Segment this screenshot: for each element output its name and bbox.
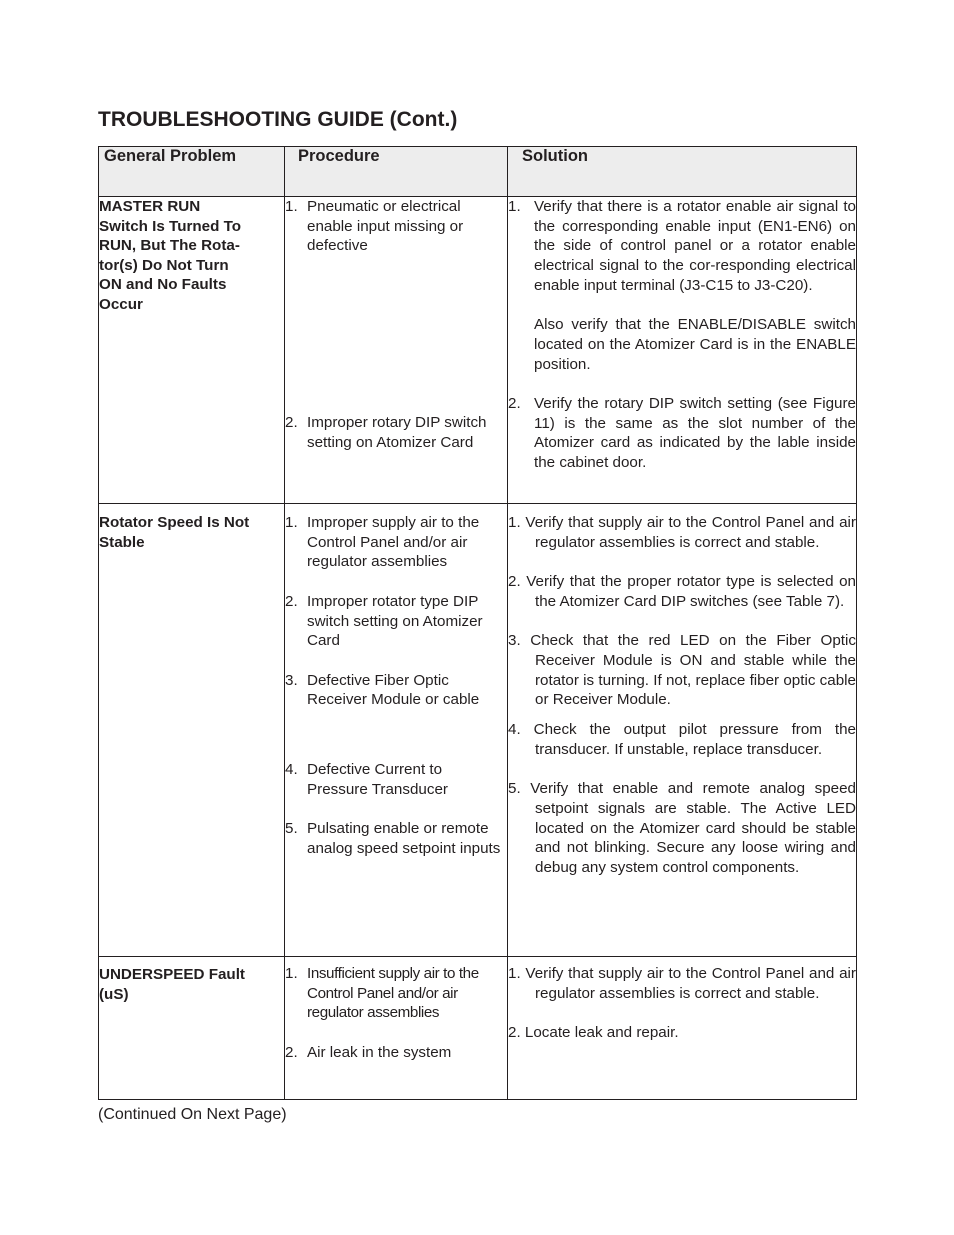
problem-line: Switch Is Turned To — [99, 217, 242, 235]
procedure-item — [285, 592, 507, 651]
solution-item: 1. Verify that supply air to the Control Panel and air regulator assemblies is correct and stable. — [508, 965, 856, 1002]
solution-text: Verify that there is a rotator enable air signal to the corresponding enable input (EN1-EN6) on the side of control panel or a rotator enable electrical signal to the cor-responding electrical enable input terminal (J3-C15 to J3-C20). — [534, 198, 856, 294]
solution-text: Verify the rotary DIP switch setting (see Figure 11) is the same as the slot number of the Atomizer card as indicated by the lable inside the cabinet door. — [534, 395, 856, 472]
solution-text-extra: Also verify that the ENABLE/DISABLE switch located on the Atomizer Card is in the ENABLE position. — [534, 316, 856, 373]
procedure-item — [285, 513, 507, 572]
solution-cell — [508, 957, 857, 1100]
procedure-item — [285, 413, 507, 452]
procedure-text: Pneumatic or electrical enable input missing or defective — [307, 198, 464, 255]
procedure-text: Defective Fiber Optic Receiver Module or cable — [307, 671, 480, 709]
procedure-number: 1. — [285, 965, 298, 982]
solution-item: 2. Verify that the proper rotator type is selected on the Atomizer Card DIP switches (see Table 7). — [508, 573, 856, 610]
problem-line: (uS) — [99, 985, 129, 1003]
solution-item — [508, 197, 856, 374]
solution-number: 2. — [508, 395, 521, 412]
procedure-text: Air leak in the system — [307, 1043, 452, 1061]
procedure-number: 2. — [285, 592, 298, 610]
procedure-number: 1. — [285, 514, 298, 531]
procedure-number: 1. — [285, 198, 298, 215]
problem-cell — [99, 957, 285, 1100]
problem-cell — [99, 504, 285, 957]
solution-cell — [508, 504, 857, 957]
solution-number: 1. — [508, 198, 521, 215]
procedure-number: 3. — [285, 671, 298, 689]
procedure-cell — [285, 957, 508, 1100]
solution-item — [508, 394, 856, 473]
header-solution: Solution — [508, 147, 857, 197]
problem-line: ON and No Faults — [99, 276, 227, 293]
procedure-number: 5. — [285, 820, 298, 838]
procedure-item — [285, 1043, 507, 1063]
solution-cell — [508, 197, 857, 504]
procedure-item — [285, 671, 507, 710]
table-row — [99, 504, 857, 957]
troubleshooting-table — [98, 146, 857, 1100]
solution-item: 3. Check that the red LED on the Fiber Optic Receiver Module is ON and stable while the rotator is turning. If not, replace fiber optic cable or Receiver Module. — [508, 632, 856, 709]
procedure-item — [285, 819, 507, 858]
table-row — [99, 957, 857, 1100]
solution-item: 1. Verify that supply air to the Control Panel and air regulator assemblies is correct and stable. — [508, 514, 856, 551]
procedure-text: Improper rotary DIP switch setting on Atomizer Card — [307, 414, 487, 451]
procedure-item — [285, 760, 507, 799]
procedure-number: 4. — [285, 761, 298, 778]
solution-item: 5. Verify that enable and remote analog speed setpoint signals are stable. The Active LED located on the Atomizer card should be stable and not blinking. Secure any loose wiring and debug any system control components. — [508, 780, 856, 876]
continued-note: (Continued On Next Page) — [98, 1106, 287, 1123]
header-general-problem: General Problem — [99, 147, 285, 197]
problem-line: Occur — [99, 295, 143, 313]
procedure-number: 2. — [285, 414, 298, 432]
page-title: TROUBLESHOOTING GUIDE (Cont.) — [98, 108, 458, 131]
table-header-row — [99, 147, 857, 197]
problem-line: RUN, But The Rota- — [99, 237, 240, 254]
procedure-cell — [285, 504, 508, 957]
problem-line: Stable — [99, 533, 145, 551]
solution-item: 2. Locate leak and repair. — [508, 1024, 679, 1042]
procedure-text: Defective Current to Pressure Transducer — [307, 761, 448, 798]
procedure-text: Improper rotator type DIP switch setting on Atomizer Card — [307, 592, 483, 650]
header-procedure: Procedure — [285, 147, 508, 197]
problem-cell — [99, 197, 285, 504]
procedure-item — [285, 964, 507, 1023]
procedure-item — [285, 197, 507, 256]
table-row — [99, 197, 857, 504]
procedure-number: 2. — [285, 1043, 298, 1061]
procedure-cell — [285, 197, 508, 504]
procedure-text: Pulsating enable or remote analog speed setpoint inputs — [307, 820, 501, 857]
problem-line: tor(s) Do Not Turn — [99, 256, 229, 274]
procedure-text: Insufficient supply air to the Control Panel and/or air regulator assemblies — [307, 965, 479, 1022]
solution-item: 4. Check the output pilot pressure from the transducer. If unstable, replace transducer. — [508, 721, 856, 758]
problem-line: MASTER RUN — [99, 198, 201, 215]
problem-line: Rotator Speed Is Not — [99, 514, 250, 531]
procedure-text: Improper supply air to the Control Panel and/or air regulator assemblies — [307, 514, 480, 571]
problem-line: UNDERSPEED Fault — [99, 966, 245, 983]
